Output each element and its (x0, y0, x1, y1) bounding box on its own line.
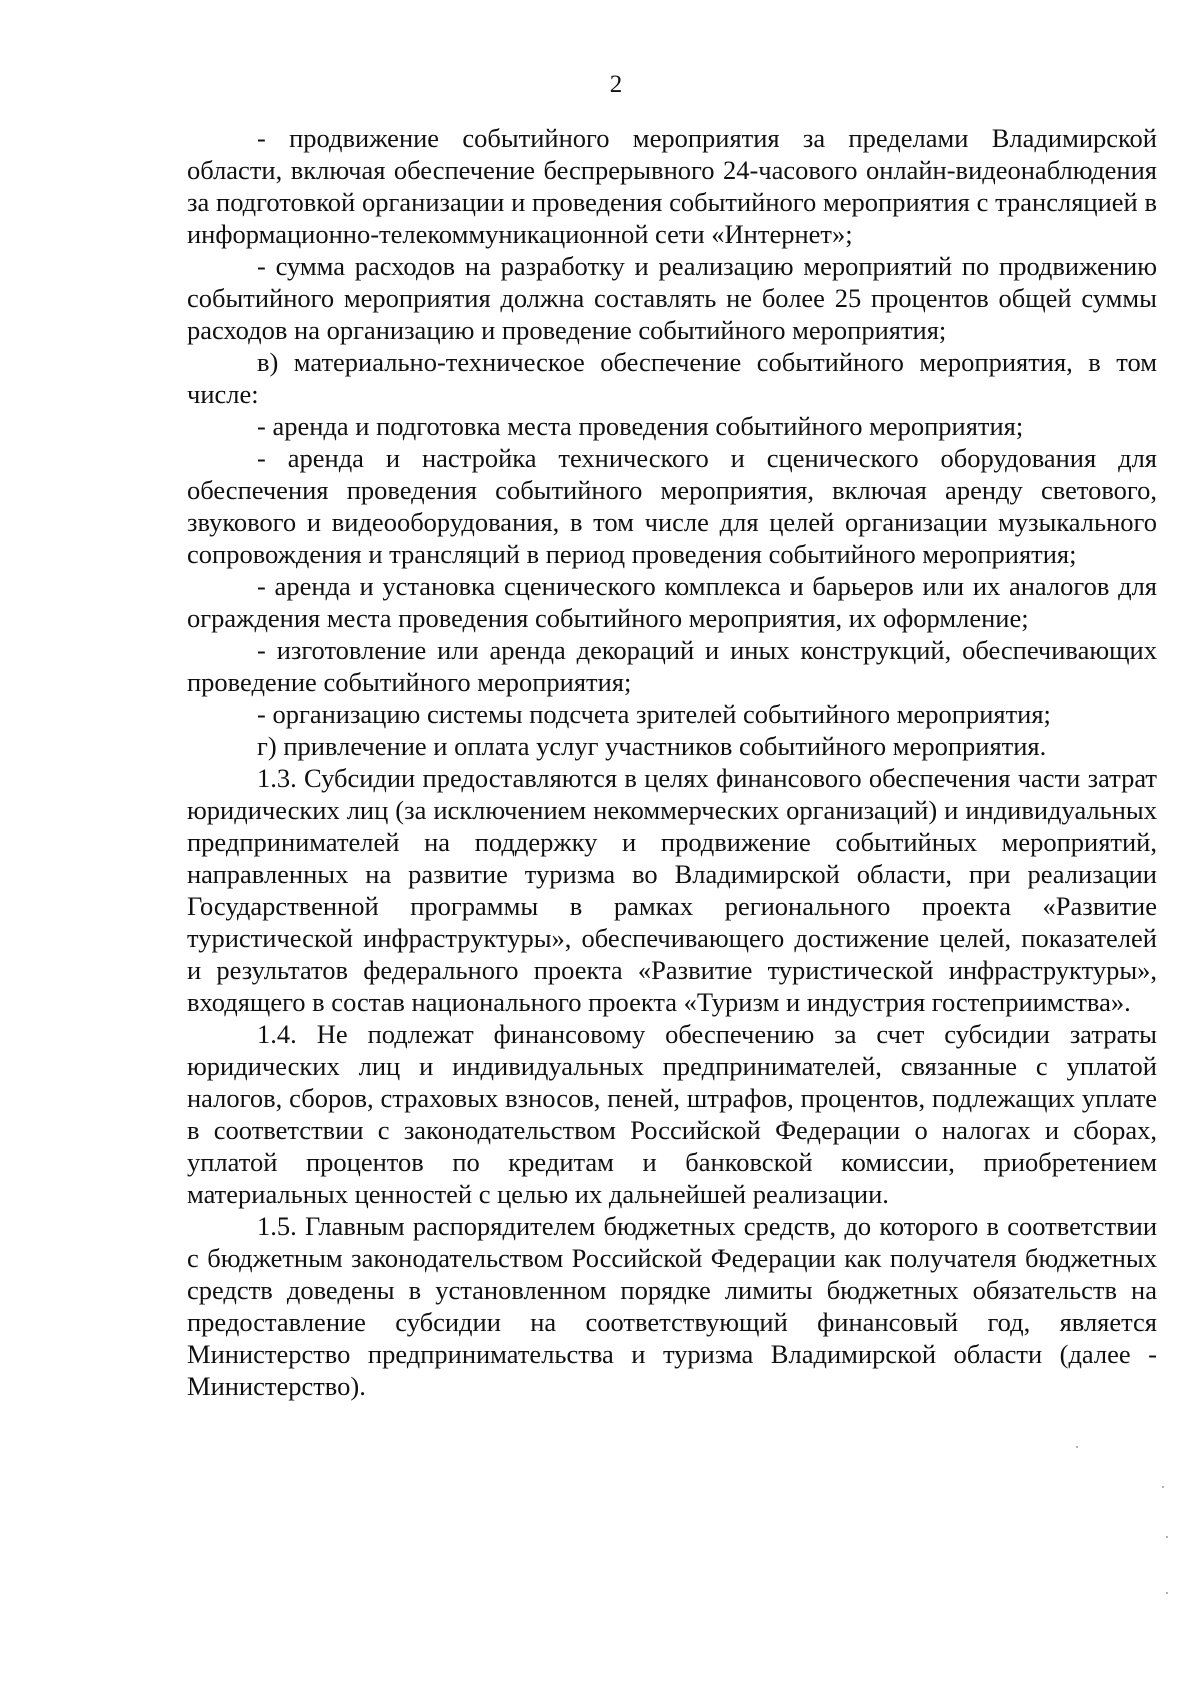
paragraph-section-1-3: 1.3. Субсидии предоставляются в целях финансового обеспечения части затрат юридических лиц (за исключением некоммерческих организаций) и индивидуальных предпринимателей на поддержку и продвижение событийных мероприятий, направленных на развитие туризма во Владимирской области, при реализации Государственной программы в рамках регионального проекта «Развитие туристической инфраструктуры», обеспечивающего достижение целей, показателей и результатов федерального проекта «Развитие туристической инфраструктуры», входящего в состав национального проекта «Туризм и индустрия гостеприимства». (187, 763, 1157, 1017)
paragraph-spectator-counting: - организацию системы подсчета зрителей событийного мероприятия; (257, 699, 1051, 729)
paragraph-equipment-rental: - аренда и настройка технического и сценического оборудования для обеспечения проведения событийного мероприятия, включая аренду светового, звукового и видеооборудования, в том числе для целей организации музыкального сопровождения и трансляций в период проведения событийного мероприятия; (187, 443, 1157, 569)
paragraph-stage-barriers: - аренда и установка сценического комплекса и барьеров или их аналогов для ограждения места проведения событийного мероприятия, их оформление; (187, 571, 1157, 633)
paragraph-item-v-logistics: в) материально-техническое обеспечение событийного мероприятия, в том числе: (187, 347, 1157, 409)
paragraph-section-1-4: 1.4. Не подлежат финансовому обеспечению за счет субсидии затраты юридических лиц и индивидуальных предпринимателей, связанные с уплатой налогов, сборов, страховых взносов, пеней, штрафов, процентов, подлежащих уплате в соответствии с законодательством Российской Федерации о налогах и сборах, уплатой процентов по кредитам и банковской комиссии, приобретением материальных ценностей с целью их дальнейшей реализации. (187, 1019, 1157, 1209)
paragraph-item-g-participants: г) привлечение и оплата услуг участников событийного мероприятия. (257, 731, 1047, 761)
paragraph-section-1-5: 1.5. Главным распорядителем бюджетных средств, до которого в соответствии с бюджетным законодательством Российской Федерации как получателя бюджетных средств доведены в установленном порядке лимиты бюджетных обязательств на предоставление субсидии на соответствующий финансовый год, является Министерство предпринимательства и туризма Владимирской области (далее - Министерство). (187, 1211, 1157, 1401)
paragraph-venue-rental: - аренда и подготовка места проведения событийного мероприятия; (257, 411, 1024, 441)
paragraph-decorations: - изготовление или аренда декораций и иных конструкций, обеспечивающих проведение событийного мероприятия; (187, 635, 1157, 697)
page-number: 2 (609, 71, 623, 98)
scan-speck (1166, 1536, 1168, 1538)
scan-speck (1076, 1446, 1078, 1448)
scan-speck (1166, 1592, 1168, 1594)
scan-speck (1162, 1486, 1164, 1488)
paragraph-promotion-outside-region: - продвижение событийного мероприятия за пределами Владимирской области, включая обеспечение беспрерывного 24-часового онлайн-видеонаблюдения за подготовкой организации и проведения событийного мероприятия с трансляцией в информационно-телекоммуникационной сети «Интернет»; (187, 123, 1157, 249)
paragraph-promotion-expense-limit: - сумма расходов на разработку и реализацию мероприятий по продвижению событийного мероприятия должна составлять не более 25 процентов общей суммы расходов на организацию и проведение событийного мероприятия; (187, 251, 1157, 345)
document-body (187, 122, 1157, 1402)
